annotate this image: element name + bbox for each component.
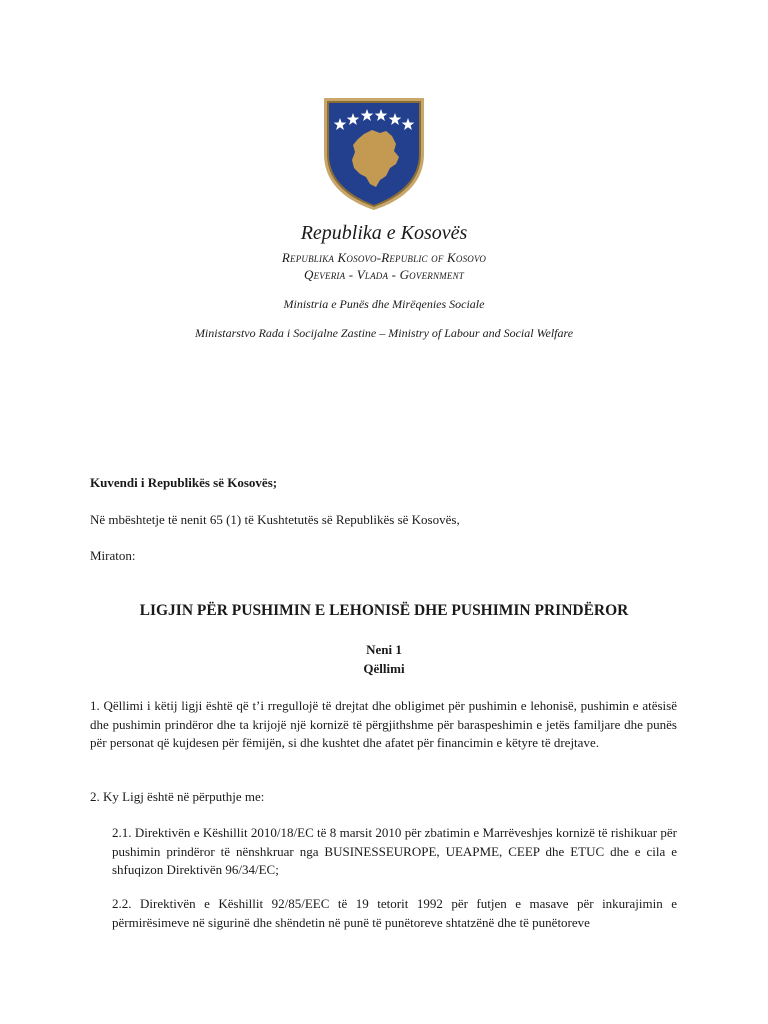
article-paragraph-1: 1. Qëllimi i këtij ligji është që t’i rregullojë të drejtat dhe obligimet për pushimin e lehonisë, pushimin e atësisë dhe pushimin prindëror dhe ta krijojë një kornizë të përgjithshme për baraspeshimin e jetës familjare dhe punës për personat që kujdesen për fëmijën, si dhe kushtet dhe afatet për financimin e këtyre të drejtave. <box>90 698 677 750</box>
approves-line: Miraton: <box>90 548 136 563</box>
republic-multilingual: Republika Kosovo-Republic of Kosovo <box>281 250 487 265</box>
republic-name: Republika e Kosovës <box>300 222 468 244</box>
ministry-serbian-english: Ministarstvo Rada i Socijalne Zastine – Ministry of Labour and Social Welfare <box>194 326 574 340</box>
legal-basis: Në mbështetje të nenit 65 (1) të Kushtetutës së Republikës së Kosovës, <box>90 512 460 527</box>
government-line: Qeveria - Vlada - Government <box>304 267 464 282</box>
ministry-albanian: Ministria e Punës dhe Mirëqenies Sociale <box>283 297 485 311</box>
article-title: Qëllimi <box>363 661 405 676</box>
assembly-line: Kuvendi i Republikës së Kosovës; <box>90 475 278 490</box>
law-title: LIGJIN PËR PUSHIMIN E LEHONISË DHE PUSHIMIN PRINDËROR <box>139 602 629 619</box>
article-paragraph-2: 2. Ky Ligj është në përputhje me: <box>90 789 265 804</box>
article-number: Neni 1 <box>366 642 402 657</box>
kosovo-coat-of-arms-icon <box>320 94 428 212</box>
article-subparagraph-2-1: 2.1. Direktivën e Këshillit 2010/18/EC të 8 marsit 2010 për zbatimin e Marrëveshjes kornizë të rishikuar për pushimin prindëror të nënshkruar nga BUSINESSEUROPE, UEAPME, CEEP dhe ETUC dhe e cila e shfuqizon Direktivën 96/34/EC; <box>112 825 677 877</box>
article-subparagraph-2-2: 2.2. Direktivën e Këshillit 92/85/EEC të 19 tetorit 1992 për futjen e masave për inkurajimin e përmirësimeve në sigurinë dhe shëndetin në punë të punëtoreve shtatzënë dhe të punëtoreve <box>112 896 677 930</box>
